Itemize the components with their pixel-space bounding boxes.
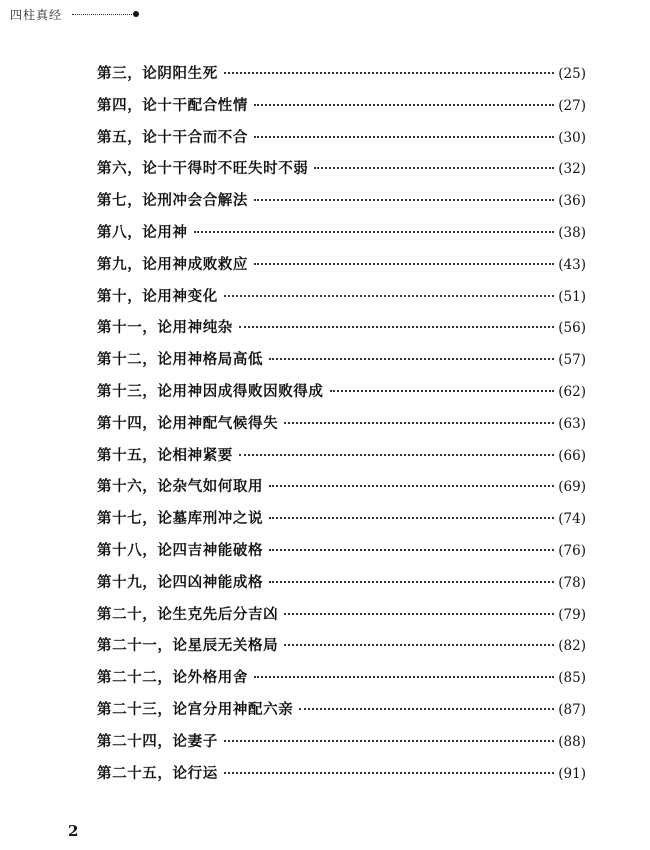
dot-leader [314,167,554,169]
dot-leader [269,358,554,360]
dot-leader [224,740,554,742]
dot-leader [284,613,554,615]
toc-entry[interactable] [97,412,586,444]
dot-leader [239,326,554,328]
toc-entry-title: 第九，论用神成败救应 [97,256,248,273]
dot-leader [330,390,555,392]
toc-entry-page: (87) [558,701,586,718]
toc-entry-title: 第二十二，论外格用舍 [97,670,248,687]
toc-entry-page: (27) [558,97,586,114]
toc-entry-title: 第四，论十干配合性情 [97,97,248,114]
running-header [10,6,139,22]
toc-entry-title: 第二十三，论宫分用神配六亲 [97,701,294,718]
toc-entry-page: (38) [558,224,586,241]
toc-entry[interactable] [97,571,586,603]
toc-entry-page: (56) [558,320,586,337]
toc-entry[interactable] [97,603,586,635]
toc-entry[interactable] [97,380,586,412]
toc-entry-title: 第十七，论墓库刑冲之说 [97,511,264,528]
dot-leader [224,72,554,74]
toc-entry-page: (85) [558,670,586,687]
toc-entry-title: 第二十，论生克先后分吉凶 [97,606,279,623]
toc-entry-page: (69) [558,479,586,496]
toc-entry-page: (76) [558,542,586,559]
dot-leader [254,136,554,138]
toc-entry-title: 第十，论用神变化 [97,288,218,305]
toc-entry[interactable] [97,189,586,221]
dot-leader [269,517,554,519]
header-dotted-rule [72,14,132,15]
dot-leader [254,199,554,201]
toc-entry-page: (66) [558,447,586,464]
toc-entry-page: (43) [558,256,586,273]
toc-entry[interactable] [97,507,586,539]
dot-leader [239,454,554,456]
toc-entry[interactable] [97,666,586,698]
table-of-contents [97,62,586,793]
toc-entry[interactable] [97,730,586,762]
toc-entry[interactable] [97,126,586,158]
dot-leader [254,104,554,106]
dot-leader [254,263,554,265]
toc-entry-page: (30) [558,129,586,146]
dot-leader [194,231,555,233]
dot-leader [224,772,554,774]
dot-leader [254,676,554,678]
toc-entry-title: 第十四，论用神配气候得失 [97,415,279,432]
toc-entry-title: 第二十四，论妻子 [97,733,218,750]
toc-entry-title: 第八，论用神 [97,224,188,241]
toc-entry[interactable] [97,253,586,285]
toc-entry-page: (88) [558,733,586,750]
toc-entry-title: 第十二，论用神格局高低 [97,352,264,369]
toc-entry-page: (51) [558,288,586,305]
dot-leader [224,295,554,297]
toc-entry-page: (63) [558,415,586,432]
toc-entry[interactable] [97,698,586,730]
toc-entry-title: 第十一，论用神纯杂 [97,320,233,337]
toc-entry-title: 第二十一，论星辰无关格局 [97,638,279,655]
toc-entry-title: 第六，论十干得时不旺失时不弱 [97,161,309,178]
toc-entry[interactable] [97,634,586,666]
toc-entry-page: (25) [558,66,586,82]
toc-entry[interactable] [97,221,586,253]
toc-entry-title: 第三，论阴阳生死 [97,66,218,82]
dot-leader [269,581,554,583]
toc-entry-title: 第二十五，论行运 [97,765,218,782]
toc-entry-page: (78) [558,574,586,591]
toc-entry-title: 第十五，论相神紧要 [97,447,233,464]
page-number: 2 [68,822,79,840]
toc-entry-page: (79) [558,606,586,623]
toc-entry[interactable] [97,94,586,126]
toc-entry-title: 第十九，论四凶神能成格 [97,574,264,591]
toc-entry-page: (91) [558,765,586,782]
toc-entry[interactable] [97,316,586,348]
toc-entry-page: (57) [558,352,586,369]
toc-entry[interactable] [97,62,586,94]
toc-entry[interactable] [97,157,586,189]
toc-entry-page: (82) [558,638,586,655]
toc-entry-title: 第十八，论四吉神能破格 [97,542,264,559]
toc-entry-page: (62) [558,383,586,400]
toc-entry-page: (74) [558,511,586,528]
toc-entry-title: 第五，论十干合而不合 [97,129,248,146]
toc-entry[interactable] [97,475,586,507]
toc-entry[interactable] [97,444,586,476]
toc-entry-title: 第十三，论用神因成得败因败得成 [97,383,324,400]
toc-entry[interactable] [97,539,586,571]
dot-leader [269,549,554,551]
book-title: 四柱真经 [10,7,63,22]
toc-entry-page: (32) [558,161,586,178]
dot-leader [284,644,554,646]
toc-entry[interactable] [97,348,586,380]
dot-leader [269,485,554,487]
toc-entry-page: (36) [558,193,586,210]
dot-leader [284,422,554,424]
toc-entry[interactable] [97,285,586,317]
header-bullet-icon [133,11,139,17]
toc-entry-title: 第七，论刑冲会合解法 [97,193,248,210]
toc-entry-title: 第十六，论杂气如何取用 [97,479,264,496]
toc-entry[interactable] [97,762,586,794]
dot-leader [299,708,554,710]
